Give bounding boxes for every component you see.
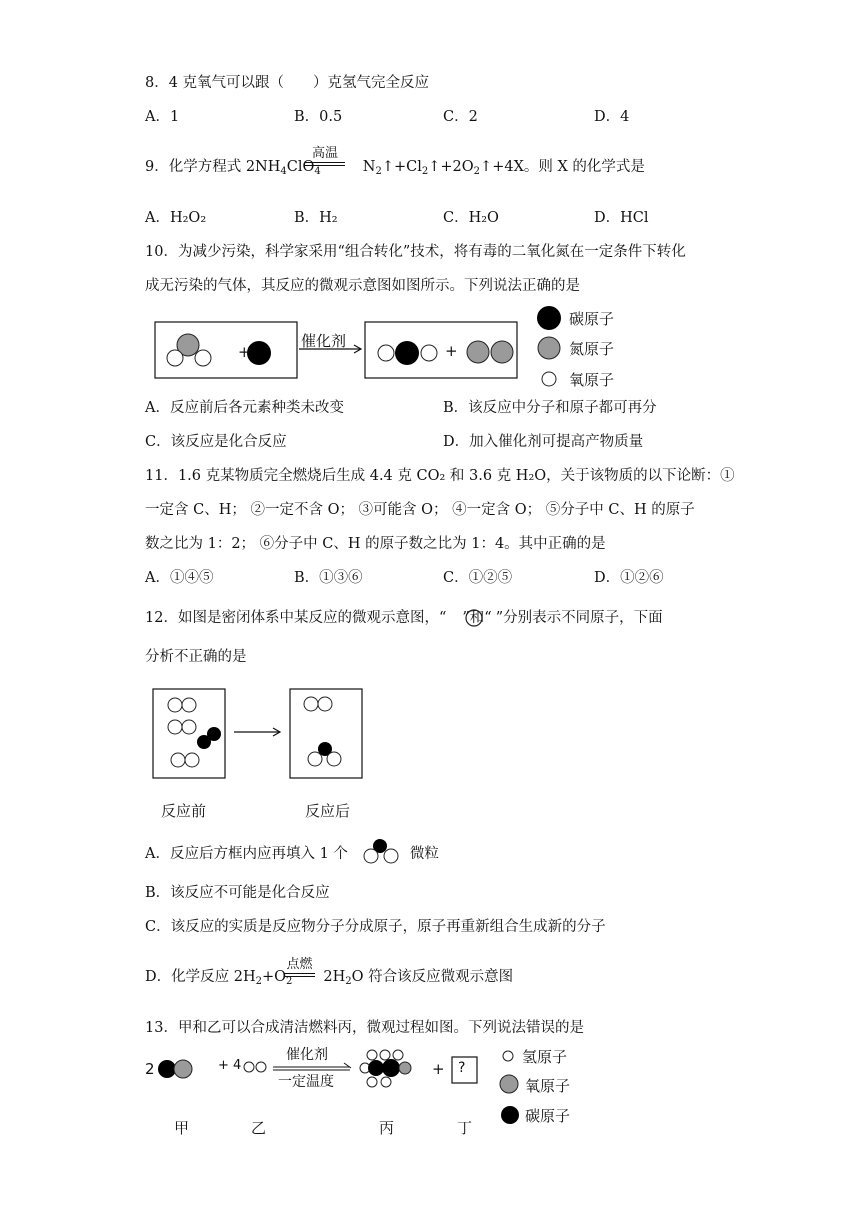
legend-oxygen-icon [500, 1075, 518, 1093]
carbon-atom [158, 1060, 176, 1078]
q10-line1: 10．为减少污染，科学家采用“组合转化”技术，将有毒的二氧化氮在一定条件下转化 [145, 244, 686, 260]
q11-line1: 11．1.6 克某物质完全燃烧后生成 4.4 克 CO₂ 和 3.6 克 H₂O，关于该物质的以下论断：① [145, 468, 735, 484]
q10-plus: + [238, 343, 251, 361]
q12-line2: 分析不正确的是 [145, 649, 247, 665]
q11-option-c: C．①②⑤ [443, 570, 513, 586]
q13-stem: 13．甲和乙可以合成清洁燃料丙，微观过程如图。下列说法错误的是 [145, 1020, 584, 1036]
q9-option-d: D．HCl [594, 210, 649, 226]
q10-legend-oxygen: 氧原子 [569, 371, 615, 389]
q13-plus: + [432, 1060, 445, 1078]
q9-stem: 9．化学方程式 $2NH_4ClO_4$ $N_2↑+Cl_2↑+2O_2↑+4X$。则 X 的化学式是 [145, 159, 645, 177]
legend-carbon-icon [501, 1106, 519, 1124]
q11-option-b: B．①③⑥ [294, 570, 363, 586]
q8-option-b: B．0.5 [294, 109, 343, 125]
q10-legend-nitrogen: 氮原子 [569, 340, 615, 358]
carbon-atom [247, 341, 271, 365]
q13-unknown: ? [458, 1060, 466, 1076]
q12-option-b: B．该反应不可能是化合反应 [145, 885, 330, 901]
q8-stem: 8．4 克氧气可以跟（ ）克氢气完全反应 [145, 75, 430, 91]
q12-reaction-condition: 点燃 [284, 953, 315, 977]
q8-option-c: C．2 [443, 109, 478, 125]
q12-option-c: C．该反应的实质是反应物分子分成原子，原子再重新组合生成新的分子 [145, 919, 606, 935]
q12-option-a: A．反应后方框内应再填入 1 个 微粒 [145, 846, 439, 862]
legend-oxygen-icon [542, 372, 556, 386]
oxygen-atom [167, 350, 183, 366]
legend-nitrogen-icon [538, 337, 560, 359]
q9-option-b: B．H₂ [294, 210, 338, 226]
q12-diagram [153, 689, 362, 778]
q13-condition-bottom: 一定温度 [278, 1074, 334, 1090]
q11-option-a: A．①④⑤ [145, 570, 214, 586]
legend-carbon-icon [537, 306, 561, 330]
q13-label-ding: 丁 [457, 1119, 473, 1137]
legend-hydrogen-icon [503, 1051, 513, 1061]
q13-coef-1: 2 [145, 1060, 155, 1078]
q11-line2: 一定含 C、H； ②一定不含 O； ③可能含 O； ④一定含 O； ⑤分子中 C、H 的原子 [145, 502, 695, 518]
q12-label-after: 反应后 [305, 802, 351, 820]
q10-diagram [155, 306, 561, 386]
q10-option-b: B．该反应中分子和原子都可再分 [443, 400, 657, 416]
q13-label-jia: 甲 [174, 1119, 190, 1137]
q8-option-d: D．4 [594, 109, 630, 125]
q8-option-a: A．1 [145, 109, 180, 125]
q11-option-d: D．①②⑥ [594, 570, 664, 586]
q13-label-yi: 乙 [251, 1119, 267, 1137]
q13-label-bing: 丙 [379, 1119, 395, 1137]
q13-coef-2: + 4 [218, 1058, 242, 1073]
q10-option-c: C．该反应是化合反应 [145, 434, 287, 450]
q13-condition-top: 催化剂 [286, 1047, 328, 1063]
q9-reaction-condition: 高温 [305, 142, 345, 166]
q12-line1: 12．如图是密闭体系中某反应的微观示意图，“ ”和“ ”分别表示不同原子，下面 [145, 610, 663, 626]
q9-option-a: A．H₂O₂ [145, 210, 207, 226]
q10-catalyst-label: 催化剂 [301, 332, 347, 350]
q10-option-a: A．反应前后各元素种类未改变 [145, 400, 344, 416]
q10-option-d: D．加入催化剂可提高产物质量 [443, 434, 644, 450]
q11-line3: 数之比为 1：2； ⑥分子中 C、H 的原子数之比为 1：4。其中正确的是 [145, 536, 606, 552]
q12-label-before: 反应前 [161, 802, 207, 820]
q13-legend-oxygen: 氧原子 [525, 1077, 571, 1095]
q13-legend-hydrogen: 氢原子 [522, 1048, 568, 1066]
oxygen-atom [195, 350, 211, 366]
oxygen-atom [174, 1060, 192, 1078]
q10-plus2: + [445, 342, 458, 360]
q10-legend-carbon: 碳原子 [569, 310, 615, 328]
q13-legend-carbon: 碳原子 [525, 1107, 571, 1125]
q9-option-c: C．H₂O [443, 210, 499, 226]
q12-option-d: D．化学反应 $2H_2+O_2$ $2H_2O$ 符合该反应微观示意图 [145, 969, 514, 987]
q10-line2: 成无污染的气体，其反应的微观示意图如图所示。下列说法正确的是 [145, 278, 580, 294]
